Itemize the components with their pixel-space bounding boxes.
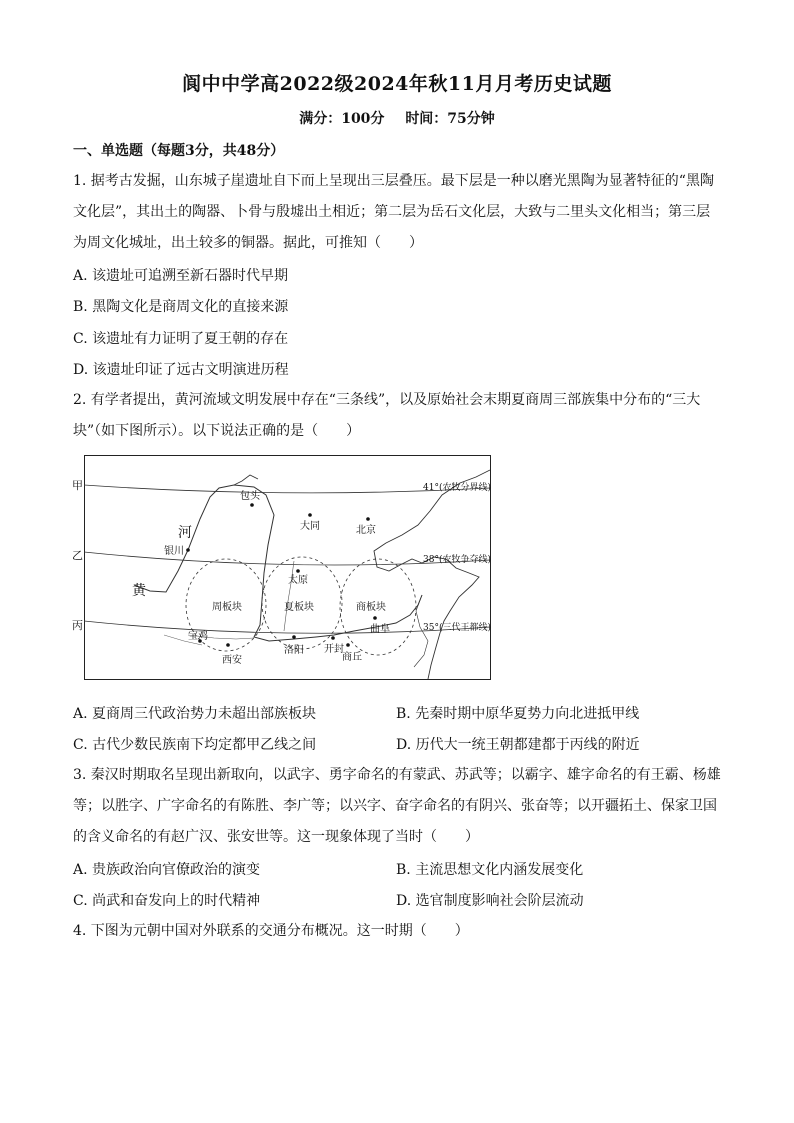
block-xia: 夏板块 <box>284 602 314 613</box>
three-lines-map <box>84 455 491 680</box>
city-kaifeng: 开封 <box>324 644 344 655</box>
question-2-line-1: 2. 有学者提出，黄河流域文明发展中存在“三条线”，以及原始社会末期夏商周三部族集中分布的“三大 <box>73 392 701 408</box>
line-name-jia: 甲 <box>72 479 83 492</box>
question-2-line-2: 块”（如下图所示）。以下说法正确的是（ ） <box>73 423 361 439</box>
question-3-line-2: 等；以胜字、广字命名的有陈胜、李广等；以兴字、奋字命名的有阴兴、张奋等；以开疆拓土、保家卫国 <box>73 798 717 814</box>
line-name-yi: 乙 <box>72 549 83 562</box>
section-title: 一、单选题（每题3分，共48分） <box>73 143 285 159</box>
city-beijing: 北京 <box>356 525 376 536</box>
q2-option-b[interactable]: B. 先秦时期中原华夏势力向北进抵甲线 <box>396 706 640 722</box>
city-yinchuan: 银川 <box>164 546 184 557</box>
city-qufu: 曲阜 <box>370 624 390 635</box>
city-taiyuan: 太原 <box>288 575 308 586</box>
city-datong: 大同 <box>300 521 320 532</box>
question-1-line-1: 1. 据考古发掘，山东城子崖遗址自下而上呈现出三层叠压。最下层是一种以磨光黑陶为显著特征的“黑陶 <box>73 173 714 189</box>
river-label-huang: 黄 <box>132 583 146 599</box>
q2-option-c[interactable]: C. 古代少数民族南下均定都甲乙线之间 <box>73 737 317 753</box>
question-3-line-1: 3. 秦汉时期取名呈现出新取向，以武字、勇字命名的有蒙武、苏武等；以霸字、雄字命名的有王霸、杨雄 <box>73 767 721 783</box>
city-baoji: 宝鸡 <box>188 631 208 642</box>
time-info: 时间：75分钟 <box>405 111 495 127</box>
question-3-line-3: 的含义命名的有赵广汉、张安世等。这一现象体现了当时（ ） <box>73 829 479 845</box>
q1-option-b[interactable]: B. 黑陶文化是商周文化的直接来源 <box>73 299 289 315</box>
q2-option-a[interactable]: A. 夏商周三代政治势力未超出部族板块 <box>73 706 317 722</box>
score-info: 满分：100分 <box>299 111 385 127</box>
question-1-line-3: 为周文化城址，出土较多的铜器。据此，可推知（ ） <box>73 235 423 251</box>
question-1-line-2: 文化层”，其出土的陶器、卜骨与殷墟出土相近；第二层为岳石文化层，大致与二里头文化相当；第三层 <box>73 204 711 220</box>
river-label-he: 河 <box>178 525 192 541</box>
question-4-line-1: 4. 下图为元朝中国对外联系的交通分布概况。这一时期（ ） <box>73 923 469 939</box>
line-name-bing: 丙 <box>72 619 83 632</box>
city-luoyang: 洛阳 <box>284 645 304 656</box>
line-label-41: 41°(农牧分界线) <box>423 483 491 493</box>
city-baotou: 包头 <box>240 491 260 502</box>
q2-option-d[interactable]: D. 历代大一统王朝都建都于丙线的附近 <box>396 737 640 753</box>
q1-option-c[interactable]: C. 该遗址有力证明了夏王朝的存在 <box>73 331 289 347</box>
q1-option-a[interactable]: A. 该遗址可追溯至新石器时代早期 <box>73 268 289 284</box>
city-shangqiu: 商丘 <box>342 652 362 663</box>
exam-info <box>0 108 794 128</box>
city-xian: 西安 <box>222 655 242 666</box>
q1-option-d[interactable]: D. 该遗址印证了远古文明演进历程 <box>73 362 289 378</box>
q3-option-c[interactable]: C. 尚武和奋发向上的时代精神 <box>73 893 261 909</box>
block-shang: 商板块 <box>356 602 386 613</box>
page-title: 阆中中学高2022级2024年秋11月月考历史试题 <box>182 73 612 95</box>
line-label-35: 35°(三代王都线) <box>423 623 491 633</box>
q3-option-b[interactable]: B. 主流思想文化内涵发展变化 <box>396 862 584 878</box>
block-zhou: 周板块 <box>212 602 242 613</box>
q3-option-a[interactable]: A. 贵族政治向官僚政治的演变 <box>73 862 261 878</box>
line-label-38: 38°(农牧争夺线) <box>423 555 491 565</box>
q3-option-d[interactable]: D. 选官制度影响社会阶层流动 <box>396 893 584 909</box>
